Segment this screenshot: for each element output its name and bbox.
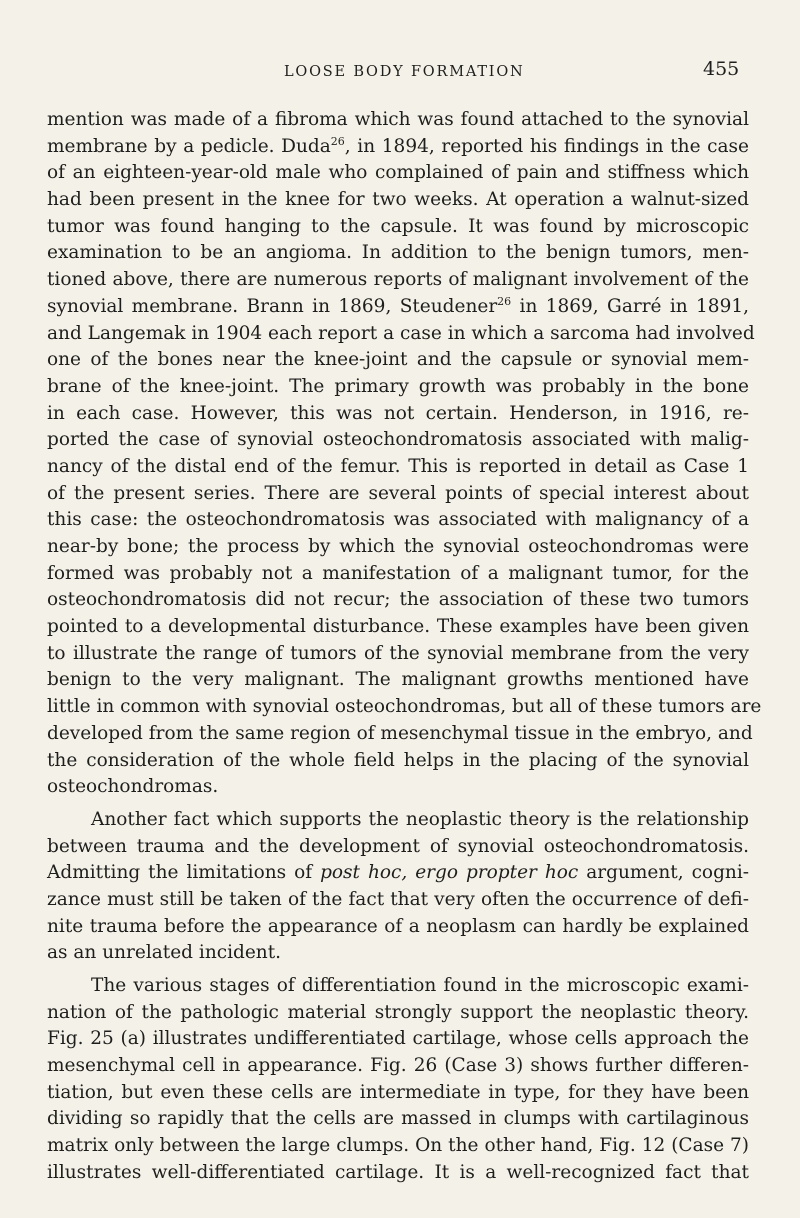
text-line [47,481,749,508]
text-segment: had been present in the knee for two weeks. At operation a walnut-sized [47,189,749,211]
text-line [47,107,749,134]
text-line [47,534,749,561]
text-line [47,940,749,967]
text-segment: mesenchymal cell in appearance. Fig. 26 (Case 3) shows further differen- [47,1055,749,1077]
text-segment: formed was probably not a manifestation of a malignant tumor, for the [47,562,749,584]
text-segment: developed from the same region of mesenchymal tissue in the embryo, and [47,722,753,744]
text-line [47,721,753,748]
text-line [47,1106,749,1133]
text-segment: near-by bone; the process by which the synovial osteochondromas were [47,536,749,557]
text-line [47,507,749,534]
page-header [0,56,800,86]
paragraph [47,973,749,1187]
text-segment: examination to be an angioma. In addition to the benign tumors, men- [47,242,749,264]
text-segment: one of the bones near the knee-joint and the capsule or synovial mem- [47,349,749,371]
text-segment: argument, cogni- [578,862,749,884]
running-head: LOOSE BODY FORMATION [284,64,525,80]
text-line [47,214,749,241]
footnote-reference: 26 [330,134,345,148]
text-line [47,667,749,694]
text-segment: nite trauma before the appearance of a neoplasm can hardly be explained [47,915,749,937]
text-segment: nation of the pathologic material strongly support the neoplastic theory. [47,1001,749,1023]
text-segment: membrane by a pedicle. Duda [47,135,331,157]
text-line [47,294,749,321]
text-line [47,321,755,348]
text-line [47,694,762,721]
text-segment: osteochondromas. [47,776,219,798]
text-line [47,427,749,454]
text-segment: ported the case of synovial osteochondromatosis associated with malig- [47,429,749,451]
text-line [47,1000,749,1027]
text-line [47,1133,749,1160]
text-segment: of the present series. There are several points of special interest about [47,482,749,504]
text-segment: zance must still be taken of the fact that very often the occurrence of defi- [47,888,749,910]
text-segment: Admitting the limitations of [47,862,321,884]
text-line [47,1160,749,1187]
text-line [47,973,749,1000]
text-segment: matrix only between the large clumps. On the other hand, Fig. 12 (Case 7) [47,1135,749,1157]
text-segment: tumor was found hanging to the capsule. It was found by microscopic [47,215,749,237]
text-line [47,614,749,641]
text-segment: as an unrelated incident. [47,942,282,964]
text-segment: synovial membrane. Brann in 1869, Steudener [47,295,498,317]
text-segment: little in common with synovial osteochondromas, but all of these tumors are [47,696,762,718]
text-segment: mention was made of a fibroma which was found attached to the synovial [47,109,749,130]
text-segment: the consideration of the whole field helps in the placing of the synovial [47,749,749,771]
text-line [47,187,749,214]
text-line [47,1080,749,1107]
page-number: 455 [703,58,740,80]
text-line [47,887,749,914]
text-segment: dividing so rapidly that the cells are massed in clumps with cartilaginous [47,1108,749,1130]
footnote-reference: 26 [497,294,512,308]
text-segment: in 1869, Garré in 1891, [511,295,749,317]
text-line [47,401,749,428]
text-segment: to illustrate the range of tumors of the synovial membrane from the very [47,642,749,664]
text-segment: this case: the osteochondromatosis was associated with malignancy of a [47,509,749,531]
text-segment: between trauma and the development of synovial osteochondromatosis. [47,835,749,857]
text-line [47,561,749,588]
text-segment: Fig. 25 (a) illustrates undifferentiated cartilage, whose cells approach the [47,1028,749,1050]
text-segment: benign to the very malignant. The malignant growths mentioned have [47,669,749,691]
text-line [47,240,749,267]
text-segment: pointed to a developmental disturbance. These examples have been given [47,616,749,638]
text-segment: The various stages of differentiation found in the microscopic exami- [91,975,749,996]
paragraph [47,807,749,967]
text-line [47,1026,749,1053]
text-line [47,134,749,161]
body-text [47,107,762,1187]
text-segment: in each case. However, this was not certain. Henderson, in 1916, re- [47,402,749,424]
text-line [47,587,749,614]
text-line [47,454,749,481]
italic-phrase: post hoc, ergo propter hoc [320,862,579,884]
text-line [47,774,749,801]
text-line [47,914,749,941]
text-segment: nancy of the distal end of the femur. This is reported in detail as Case 1 [47,455,749,477]
text-segment: , in 1894, reported his findings in the case [344,135,749,157]
text-segment: Another fact which supports the neoplastic theory is the relationship [91,808,749,830]
text-line [47,748,749,775]
text-segment: brane of the knee-joint. The primary growth was probably in the bone [47,375,749,397]
text-segment: and Langemak in 1904 each report a case in which a sarcoma had involved [47,322,755,344]
text-segment: tioned above, there are numerous reports of malignant involvement of the [47,269,749,291]
text-line [47,834,749,861]
text-line [47,860,749,887]
paragraph [47,107,762,801]
text-line [47,347,749,374]
text-line [47,160,749,187]
text-segment: osteochondromatosis did not recur; the association of these two tumors [47,589,749,611]
text-line [47,1053,749,1080]
text-line [47,267,749,294]
text-segment: of an eighteen-year-old male who complained of pain and stiffness which [47,162,749,184]
text-segment: tiation, but even these cells are intermediate in type, for they have been [47,1081,749,1103]
text-segment: illustrates well-differentiated cartilage. It is a well-recognized fact that [47,1161,749,1183]
text-line [47,807,749,834]
text-line [47,641,749,668]
text-line [47,374,749,401]
